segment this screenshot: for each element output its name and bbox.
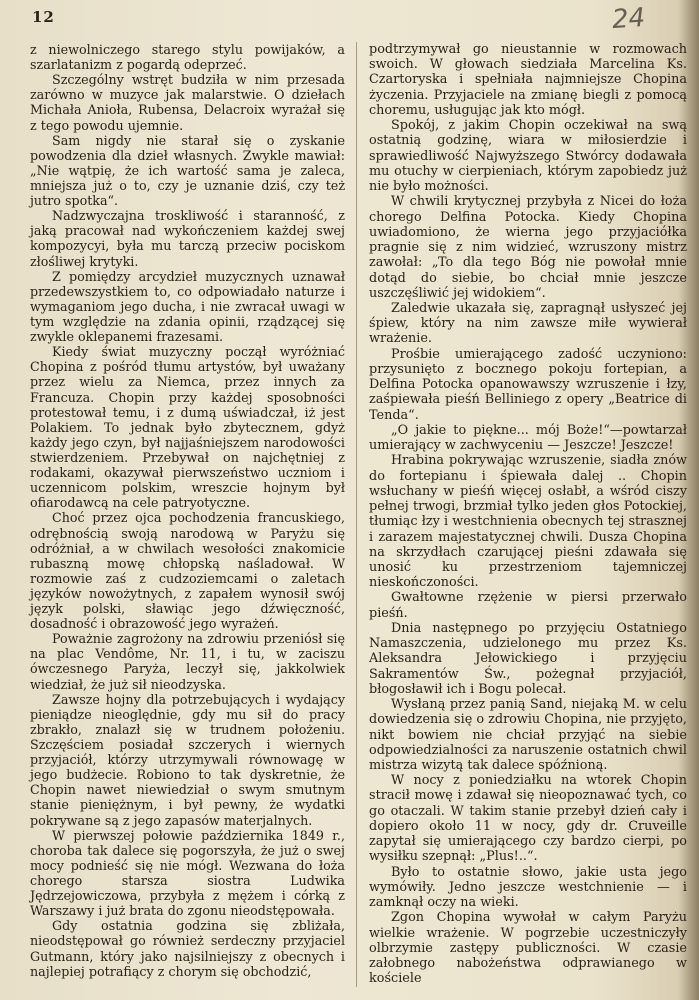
paragraph: Poważnie zagrożony na zdrowiu przeniósł się na plac Vendôme, Nr. 11, i tu, w zaciszu ówczesnego Paryża, leczył się, jakkolwiek wiedział, że już sił nieodzyska. — [30, 631, 345, 692]
right-text-column — [369, 42, 687, 987]
paragraph: Zawsze hojny dla potrzebujących i wydający pieniądze nieoględnie, gdy mu sił do pracy zbrakło, znalazł się w trudnem położeniu. Szczęściem posiadał szczerych i wiernych przyjaciół, którzy utrzymywali równowagę w jego budżecie. Robiono to tak dyskretnie, że Chopin nawet niewiedział o swym smutnym stanie pieniężnym, i był pewny, że wydatki pokrywane są z jego zapasów materjalnych. — [30, 691, 345, 828]
paragraph: W pierwszej połowie października 1849 r., choroba tak dalece się pogorszyła, że już o swej mocy podnieść się nie mógł. Wezwana do łoża chorego starsza siostra Ludwika Jędrzejowiczowa, przybyła z mężem i córką z Warszawy i już brata do zgonu nieodstępowała. — [30, 827, 345, 919]
paragraph: Wysłaną przez panią Sand, niejaką M. w celu dowiedzenia się o zdrowiu Chopina, nie przyjęto, nikt bowiem nie chciał przyjąć na siebie odpowiedzialności za naruszenie ostatnich chwil mistrza wizytą tak dalece spóźnioną. — [369, 697, 687, 774]
left-text-column — [30, 42, 345, 979]
paragraph: Gwałtowne rzężenie w piersi przerwało pieśń. — [369, 590, 687, 621]
paragraph: Z pomiędzy arcydzieł muzycznych uznawał przedewszystkiem to, co odpowiadało naturze i wymaganiom jego ducha, i nie zwracał uwagi w tym względzie na zdania opinii, rządzącej się zwykle oklepanemi frazesami. — [30, 268, 345, 345]
column-divider — [356, 42, 357, 987]
paragraph: W nocy z poniedziałku na wtorek Chopin stracił mowę i zdawał się nieopoznawać tych, co go otaczali. W takim stanie przebył dzień cały i dopiero około 11 w nocy, gdy dr. Cruveille zapytał się umierającego czy bardzo cierpi, po wysiłku szepnął: „Plus!..“. — [369, 773, 687, 865]
paragraph: Dnia następnego po przyjęciu Ostatniego Namaszczenia, udzielonego mu przez Ks. Aleksandra Jełowickiego i przyjęciu Sakramentów Św., pożegnał przyjaciół, błogosławił ich i Bogu polecał. — [369, 620, 687, 697]
paragraph: Szczególny wstręt budziła w nim przesada zarówno w muzyce jak malarstwie. O dziełach Michała Anioła, Rubensa, Delacroix wyrażał się z tego powodu ujemnie. — [30, 72, 345, 133]
handwritten-page-mark: 24 — [610, 2, 647, 36]
paragraph: Prośbie umierającego zadość uczyniono: przysunięto z bocznego pokoju fortepian, a Delfina Potocka opanowawszy wzruszenie i łzy, zaśpiewała pieśń Belliniego z opery „Beatrice di Tenda“. — [369, 346, 687, 423]
paragraph: Gdy ostatnia godzina się zbliżała, nieodstępował go również serdeczny przyjaciel Gutmann, który jako najsilniejszy z obecnych i najlepiej potrafiący z chorym się obchodzić, — [30, 918, 345, 979]
paragraph: podtrzymywał go nieustannie w rozmowach swoich. W głowach siedziała Marcelina Ks. Czartoryska i spełniała najmniejsze Chopina życzenia. Przyjaciele na zmianę biegli z pomocą choremu, usługując jak kto mógł. — [369, 42, 687, 118]
paragraph: Nadzwyczajna troskliwość i staranność, z jaką pracował nad wykończeniem każdej swej kompozycyi, była mu tarczą przeciw pociskom złośliwej krytyki. — [30, 208, 345, 269]
paragraph: Było to ostatnie słowo, jakie usta jego wymówiły. Jedno jeszcze westchnienie — i zamknął oczy na wieki. — [369, 864, 687, 911]
paragraph: „O jakie to piękne... mój Boże!“—powtarzał umierający w zachwyceniu — Jeszcze! Jeszcze! — [369, 422, 687, 454]
paragraph: Zaledwie ukazała się, zapragnął usłyszeć jej śpiew, który na nim zawsze miłe wywierał wrażenie. — [369, 300, 687, 347]
page-number: 12 — [32, 8, 55, 26]
paragraph: Sam nigdy nie starał się o zyskanie powodzenia dla dzieł własnych. Zwykle mawiał: „Nie wątpię, że ich wartość sama je zaleca, mniejsza już o to, czy je uznanie dziś, czy też jutro spotka“. — [30, 132, 345, 209]
paragraph: z niewolniczego starego stylu powijaków, a szarlatanizm z pogardą odeprzeć. — [30, 42, 345, 73]
paragraph: Choć przez ojca pochodzenia francuskiego, odrębnością swoją narodową w Paryżu się odróżniał, a w chwilach wesołości znakomicie rubaszną mowę chłopską naśladował. W rozmowie zaś z cudzoziemcami o zaletach języków nowożytnych, z zapałem wynosił swój język polski, sławiąc jego dźwięczność, dosadność i obrazowość jego wyrażeń. — [30, 510, 345, 632]
paragraph: Spokój, z jakim Chopin oczekiwał na swą ostatnią godzinę, wiara w miłosierdzie i sprawiedliwość Najwyższego Stwórcy dodawała mu otuchy w cierpieniach, którym zapobiedz już nie było możności. — [369, 118, 687, 195]
paragraph: W chwili krytycznej przybyła z Nicei do łoża chorego Delfina Potocka. Kiedy Chopina uwiadomiono, że wierna jego przyjaciółka pragnie się z nim widzieć, wzruszony mistrz zawołał: „To dla tego Bóg nie powołał mnie dotąd do siebie, bo chciał mnie jeszcze uszczęśliwić jej widokiem“. — [369, 194, 687, 301]
paragraph: Zgon Chopina wywołał w całym Paryżu wielkie wrażenie. W pogrzebie uczestniczyły olbrzymie zastępy publiczności. W czasie załobnego nabożeństwa odprawianego w kościele — [369, 910, 687, 987]
paragraph: Kiedy świat muzyczny począł wyróżniać Chopina z pośród tłumu artystów, był uważany przez wielu za Niemca, przez innych za Francuza. Chopin przy każdej sposobności protestował temu, i z dumą uświadczał, iż jest Polakiem. To jednak było zbytecznem, gdyż każdy jego czyn, był najjaśniejszem narodowości stwierdzeniem. Przebywał on najchętniej z rodakami, okazywał pierwszeństwo uczniom i uczennicom polskim, wreszcie hojnym był ofiarodawcą na cele patryotyczne. — [30, 344, 345, 511]
paragraph: Hrabina pokrywając wzruszenie, siadła znów do fortepianu i śpiewała dalej .. Chopin wsłuchany w pieśń więcej osłabł, a wśród ciszy pełnej trwogi, brzmiał tylko jeden głos Potockiej, tłumiąc łzy i westchnienia obecnych tej strasznej i zarazem majestatycznej chwili. Dusza Chopina na skrzydłach czarującej pieśni zdawała się unosić ku przestrzeniom tajemniczej nieskończoności. — [369, 453, 687, 591]
